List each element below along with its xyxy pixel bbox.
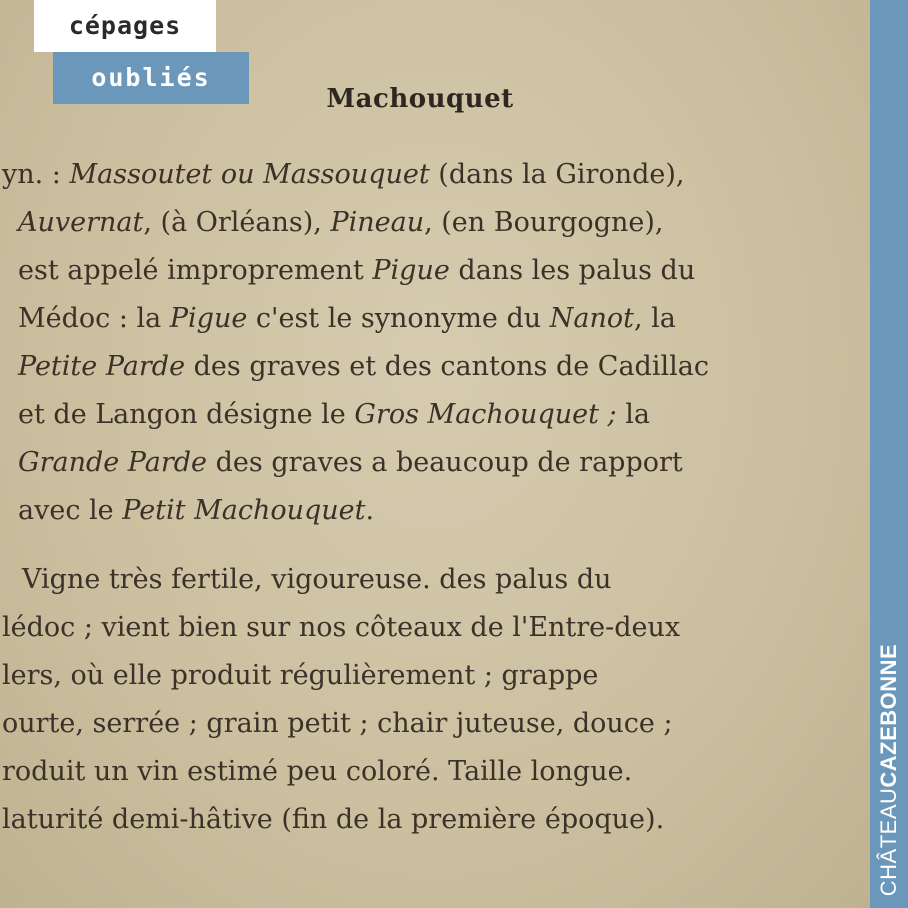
text-line: Vigne très fertile, vigoureuse. des palus du [22,564,612,595]
text-span: yn. : [2,159,70,190]
text-line: lédoc ; vient bien sur nos côteaux de l'Entre-deux [2,612,681,643]
page-title: Machouquet [326,84,514,114]
brand-name-part1: CHÂTEAU [876,787,901,897]
text-span: , (en Bourgogne), [424,207,664,238]
text-span-italic: Pineau [330,207,425,238]
text-line: ourte, serrée ; grain petit ; chair juteuse, douce ; [2,708,673,739]
text-span: Médoc : la [18,303,170,334]
text-span: , la [633,303,676,334]
brand-name-part2: CAZEBONNE [876,643,901,788]
text-line [18,350,709,384]
text-span-italic: Massoutet ou Massouquet [69,159,430,190]
text-span: c'est le synonyme du [247,303,550,334]
text-span: , (à Orléans), [143,207,331,238]
text-span-italic: Pigue [372,255,450,286]
text-span-italic: Petit Machouquet [122,495,366,526]
text-span: la [616,399,650,430]
text-span: des graves et des cantons de Cadillac [185,351,709,382]
text-line [18,254,695,288]
text-span: (dans la Gironde), [429,159,685,190]
text-line: roduit un vin estimé peu coloré. Taille longue. [2,756,633,787]
tag-cepages: cépages [34,0,216,52]
text-span: et de Langon désigne le [18,399,355,430]
text-line [2,158,684,192]
text-line: lers, où elle produit régulièrement ; grappe [2,660,599,691]
brand-logo [876,644,902,896]
text-span-italic: Nanot [549,303,634,334]
text-span-italic: Pigue [169,303,248,334]
text-span: est appelé improprement [18,255,373,286]
text-span-italic: Grande Parde [18,447,208,478]
text-span: dans les palus du [449,255,696,286]
text-span-italic: Gros Machouquet ; [354,399,617,430]
text-span-italic: Petite Parde [18,351,186,382]
text-line [18,446,683,480]
tag-oublies: oubliés [53,52,249,104]
text-span: avec le [18,495,123,526]
text-line [18,302,676,336]
text-line: laturité demi-hâtive (fin de la première époque). [2,804,665,835]
text-span: des graves a beaucoup de rapport [207,447,683,478]
text-span: . [365,495,375,526]
text-span-italic: Auvernat [18,207,144,238]
text-line [18,206,663,240]
text-line [18,398,650,432]
text-line [18,494,374,528]
